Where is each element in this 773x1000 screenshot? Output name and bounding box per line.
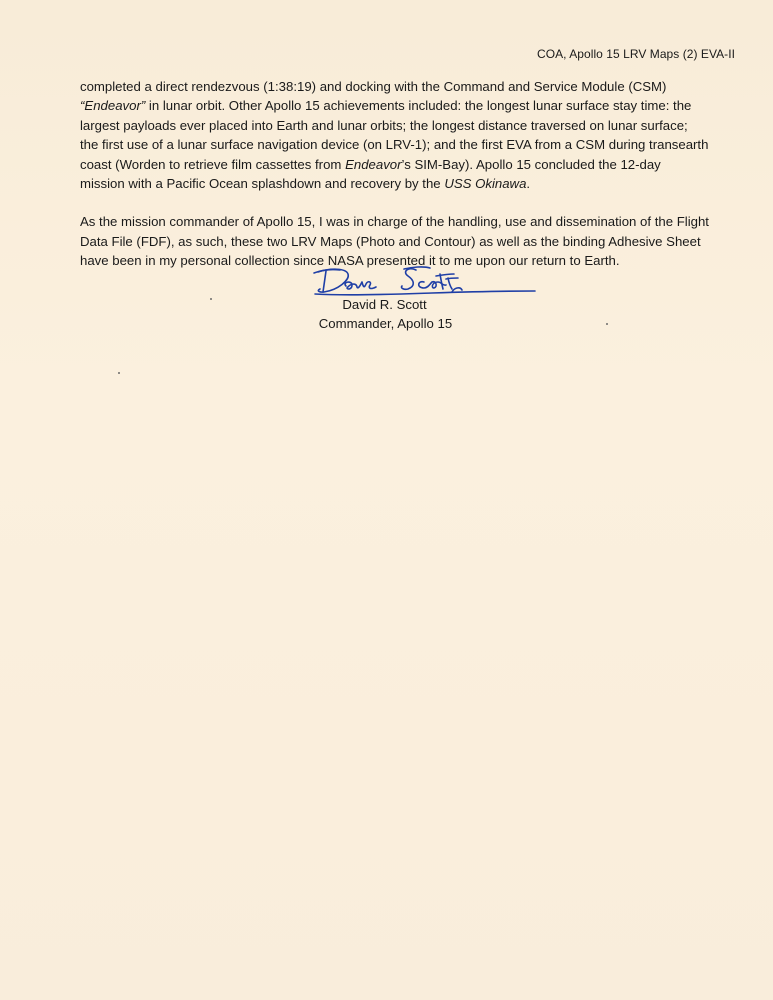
signer-title: Commander, Apollo 15 — [318, 316, 453, 331]
letter-body — [80, 77, 720, 290]
paragraph2-line2: Data File (FDF), as such, these two LRV Maps (Photo and Contour) as well as the binding Adhesive Sheet — [80, 233, 701, 249]
endeavor-italic-2: Endeavor — [345, 156, 402, 172]
paragraph1-line5-a: coast (Worden to retrieve film cassettes from — [80, 156, 346, 172]
signature-ink — [314, 267, 535, 295]
paragraph1-line4: the first use of a lunar surface navigation device (on LRV-1); and the first EVA from a CSM during transearth — [80, 137, 709, 153]
endeavor-italic: “Endeavor” — [80, 98, 146, 114]
signer-name: David R. Scott — [342, 297, 427, 312]
paragraph1-line3: largest payloads ever placed into Earth and lunar orbits; the longest distance traversed on lunar surface; — [80, 117, 688, 133]
paragraph1-line6 — [80, 174, 720, 193]
paragraph2-line1: As the mission commander of Apollo 15, I was in charge of the handling, use and dissemination of the Flight — [80, 214, 709, 230]
paragraph1-line5 — [80, 155, 720, 174]
document-header-reference: COA, Apollo 15 LRV Maps (2) EVA-II — [536, 47, 735, 61]
paragraph1-line2-rest: in lunar orbit. Other Apollo 15 achievements included: the longest lunar surface stay time: the — [145, 98, 692, 114]
paper-speck — [210, 298, 212, 300]
paragraph2-line3: have been in my personal collection since NASA presented it to me upon our return to Earth. — [80, 253, 620, 269]
paper-speck — [118, 372, 120, 374]
paper-speck — [606, 323, 608, 325]
paragraph1-line1: completed a direct rendezvous (1:38:19) and docking with the Command and Service Module (CSM) — [80, 79, 667, 94]
paragraph1-line5-b: ’s SIM-Bay). Apollo 15 concluded the 12-day — [401, 156, 661, 172]
signer-title-line — [0, 314, 773, 333]
paragraph-mission-achievements — [80, 77, 720, 193]
paragraph1-line2 — [80, 96, 720, 115]
signer-name-line — [0, 295, 773, 314]
paragraph1-line6-b: . — [526, 176, 531, 192]
uss-okinawa-italic: USS Okinawa — [444, 176, 527, 192]
paragraph1-line6-a: mission with a Pacific Ocean splashdown and recovery by the — [80, 176, 445, 192]
